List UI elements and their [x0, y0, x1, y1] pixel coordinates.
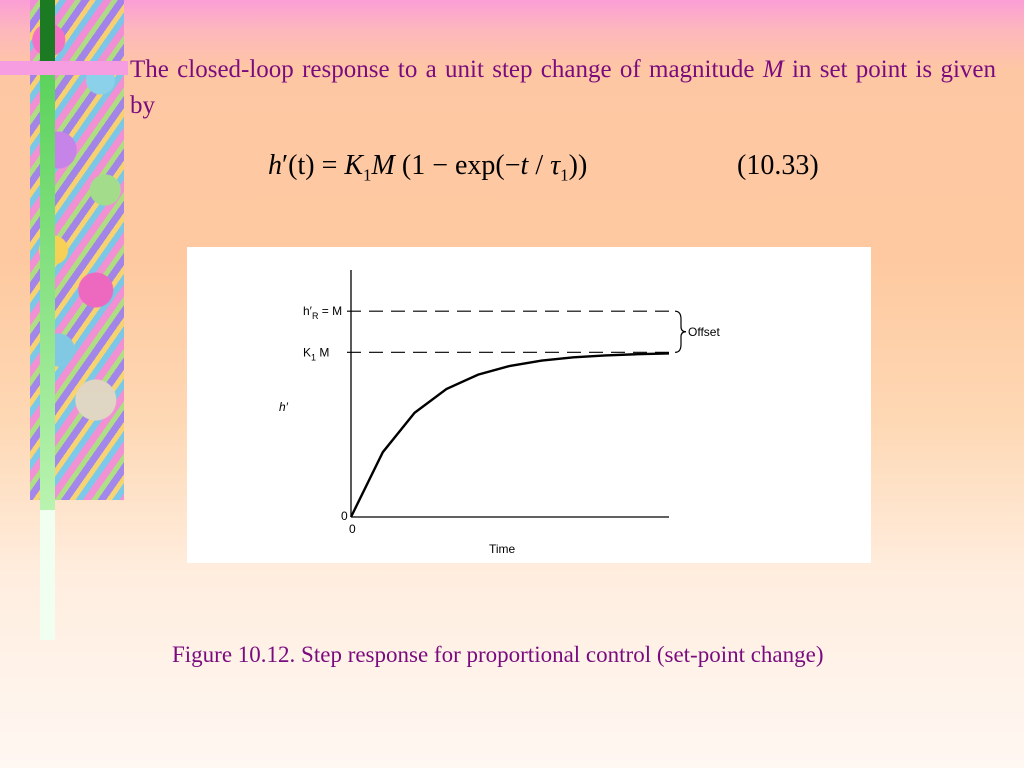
eq-tau-sub: 1 [560, 165, 569, 185]
eq-equals: = [314, 150, 345, 181]
ref-label-k1m-main: K [303, 345, 312, 360]
ref-label-setpoint-sub: R [311, 311, 319, 322]
intro-text [130, 52, 996, 124]
figure-panel [187, 247, 871, 563]
eq-body-close: )) [568, 150, 588, 181]
x-tick-zero: 0 [349, 522, 356, 536]
eq-lhs-arg: (t) [288, 150, 315, 181]
figure-caption: Figure 10.12. Step response for proportional control (set-point change) [172, 642, 824, 667]
offset-label: Offset [688, 324, 720, 339]
eq-k-sub: 1 [363, 165, 372, 185]
eq-slash: / [528, 150, 551, 181]
equation-number: (10.33) [737, 150, 819, 181]
reference-lines [347, 311, 669, 352]
step-response-chart [187, 247, 871, 563]
eq-lhs-var: h [268, 150, 282, 181]
ref-label-setpoint-main: h′ [303, 304, 312, 319]
eq-prime: ′ [282, 150, 289, 181]
y-axis-label: h′ [279, 400, 288, 414]
eq-tau: τ [550, 150, 561, 181]
ref-label-setpoint-rest: = M [318, 304, 343, 319]
eq-t: t [520, 150, 529, 181]
eq-body-open: (1 − exp(− [394, 150, 521, 181]
ref-label-k1m-rest: M [316, 345, 330, 360]
decorative-bar-dark [40, 0, 55, 70]
offset-brace [675, 311, 686, 352]
ref-label-setpoint [303, 304, 342, 321]
eq-m: M [371, 150, 395, 181]
eq-k: K [344, 150, 364, 181]
ref-label-k1m-sub: 1 [311, 352, 317, 363]
response-curve [351, 353, 669, 517]
y-tick-zero: 0 [341, 509, 348, 523]
decorative-line [0, 61, 128, 75]
intro-after: in set point is given by [130, 56, 996, 119]
intro-before: The closed-loop response to a unit step change of magnitude [130, 56, 763, 83]
x-axis-label: Time [489, 542, 516, 556]
decorative-bar-green [40, 70, 55, 510]
equation [268, 150, 587, 186]
ref-label-k1m [303, 345, 329, 362]
intro-variable: M [762, 56, 784, 83]
